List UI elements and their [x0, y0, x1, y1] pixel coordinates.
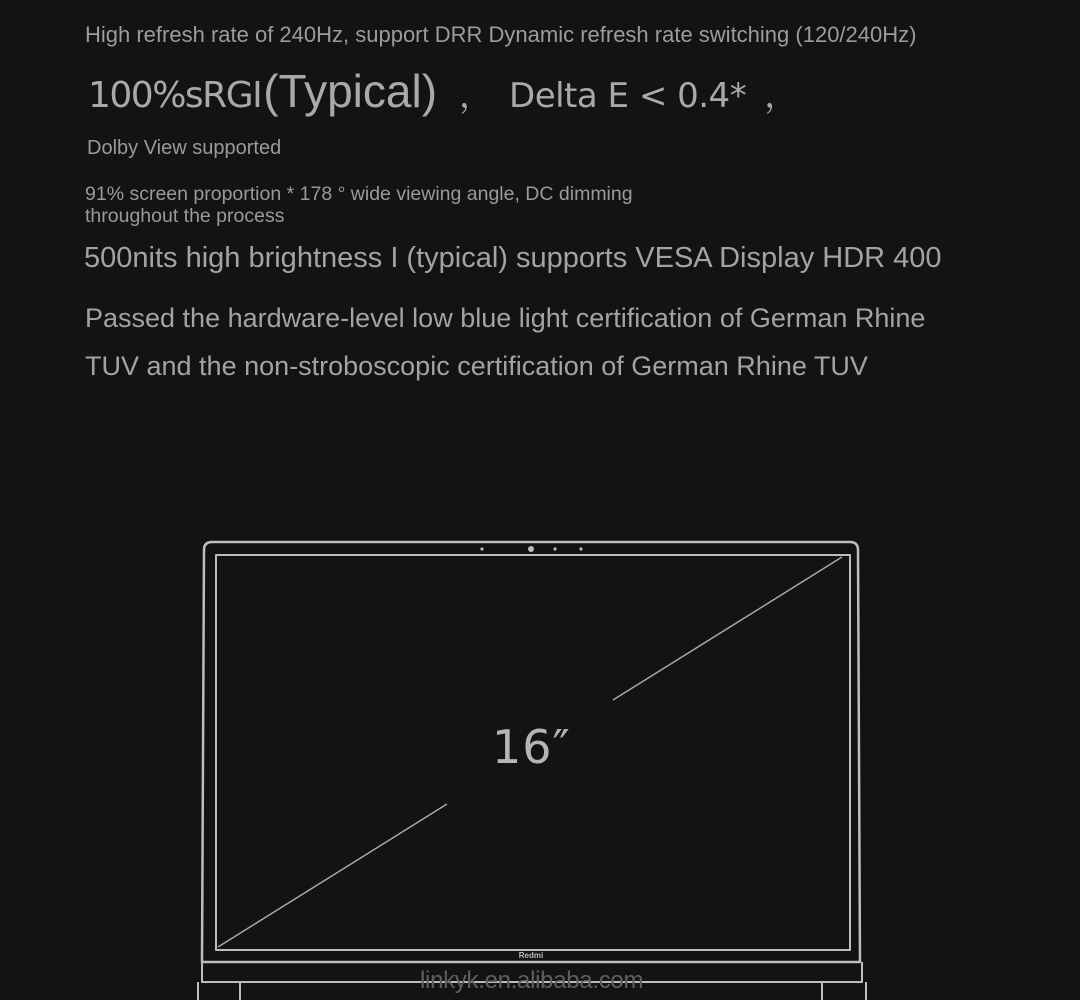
- laptop-illustration: [0, 530, 1080, 1000]
- certification-text-line-2: TUV and the non-stroboscopic certification of German Rhine TUV: [85, 351, 868, 381]
- bezel-logo: Redmi: [518, 951, 544, 960]
- srgb-coverage-text: 100%sRGI: [88, 75, 262, 116]
- screen-size-label: 16″: [492, 720, 571, 774]
- delta-e-text: Delta E < 0.4*: [509, 76, 747, 116]
- certification-text-line-1: Passed the hardware-level low blue light certification of German Rhine: [85, 303, 926, 333]
- sensor-icon: [553, 547, 556, 550]
- separator-text: ，: [764, 77, 799, 115]
- brightness-text: 500nits high brightness I (typical) supports VESA Display HDR 400: [84, 242, 942, 274]
- sensor-icon: [480, 547, 483, 550]
- camera-icon: [528, 546, 534, 552]
- separator-text: ，: [459, 77, 494, 115]
- color-accuracy-line: [88, 64, 798, 124]
- typical-text: (Typical): [263, 65, 438, 117]
- watermark-text: linkyk.en.alibaba.com: [420, 967, 644, 994]
- sensor-icon: [579, 547, 582, 550]
- refresh-rate-text: High refresh rate of 240Hz, support DRR Dynamic refresh rate switching (120/240Hz): [85, 22, 917, 47]
- screen-proportion-text: 91% screen proportion * 178 ° wide viewing angle, DC dimming throughout the process: [85, 183, 633, 227]
- dolby-support-text: Dolby View supported: [87, 137, 282, 159]
